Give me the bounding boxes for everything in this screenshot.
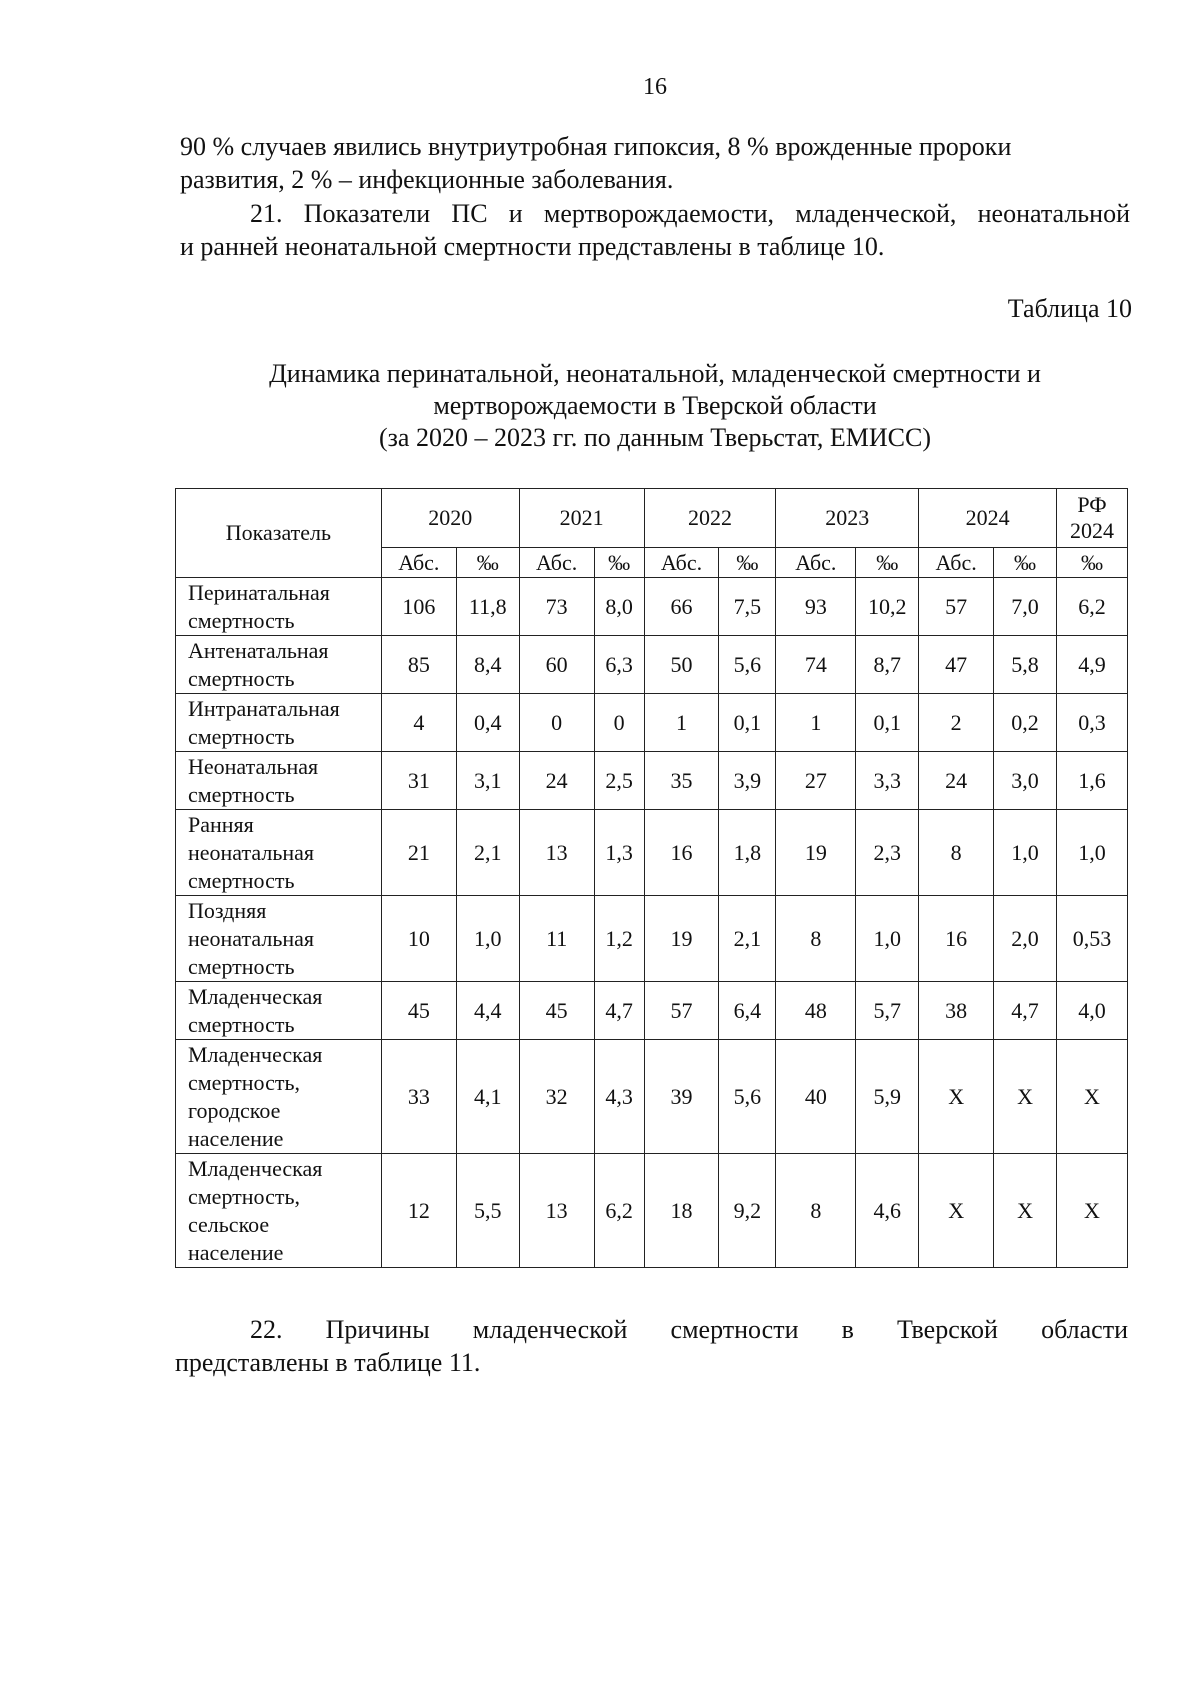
- table-cell: 3,9: [719, 752, 776, 810]
- table-caption-line-3: (за 2020 – 2023 гг. по данным Тверьстат, ЕМИСС): [378, 423, 932, 452]
- table-cell: 0,2: [994, 694, 1057, 752]
- table-cell: 60: [519, 636, 594, 694]
- row-indicator-label: [176, 694, 382, 752]
- table-cell: Х: [919, 1154, 994, 1268]
- table-cell: 50: [644, 636, 719, 694]
- header-year-2020: 2020: [381, 489, 519, 548]
- row-indicator-label: [176, 982, 382, 1040]
- table-cell: 0: [594, 694, 644, 752]
- indicator-label-line: смертность: [188, 867, 295, 893]
- table-cell: 5,6: [719, 1040, 776, 1154]
- table-cell: 27: [776, 752, 856, 810]
- indicator-label-line: смертность: [188, 607, 295, 633]
- table-row: [176, 1040, 1128, 1154]
- table-row: [176, 636, 1128, 694]
- table-cell: 8: [919, 810, 994, 896]
- table-cell: 6,2: [594, 1154, 644, 1268]
- table-cell: 45: [381, 982, 456, 1040]
- table-cell: 19: [644, 896, 719, 982]
- table-cell: 11: [519, 896, 594, 982]
- table-cell: 93: [776, 578, 856, 636]
- table-cell: 4,9: [1057, 636, 1128, 694]
- header-rf-year: 2024: [1070, 518, 1114, 543]
- indicator-label-line: смертность,: [188, 1069, 301, 1095]
- table-cell: Х: [1057, 1040, 1128, 1154]
- table-cell: 74: [776, 636, 856, 694]
- table-row: [176, 578, 1128, 636]
- subheader-abs: Абс.: [919, 548, 994, 578]
- table-cell: 7,0: [994, 578, 1057, 636]
- indicator-label-line: смертность: [188, 781, 295, 807]
- table-cell: 38: [919, 982, 994, 1040]
- table-cell: 8,7: [856, 636, 919, 694]
- row-indicator-label: [176, 752, 382, 810]
- table-cell: 40: [776, 1040, 856, 1154]
- table-label: Таблица 10: [1007, 294, 1132, 323]
- intro-line-2: развития, 2 % – инфекционные заболевания.: [180, 165, 674, 194]
- indicator-label-line: Антенатальная: [188, 637, 329, 663]
- table-cell: 1,2: [594, 896, 644, 982]
- row-indicator-label: [176, 1154, 382, 1268]
- subheader-abs: Абс.: [776, 548, 856, 578]
- table-cell: 4,7: [594, 982, 644, 1040]
- subheader-permille: ‰: [719, 548, 776, 578]
- indicator-label-line: Неонатальная: [188, 753, 319, 779]
- intro-paragraph: [180, 130, 1130, 196]
- indicator-label-line: Младенческая: [188, 983, 323, 1009]
- table-cell: 85: [381, 636, 456, 694]
- table-cell: 32: [519, 1040, 594, 1154]
- table-cell: 2,0: [994, 896, 1057, 982]
- table-cell: 8,0: [594, 578, 644, 636]
- header-rf-2024: [1057, 489, 1128, 548]
- indicator-label-line: смертность: [188, 723, 295, 749]
- table-row: [176, 810, 1128, 896]
- table-cell: 2,1: [456, 810, 519, 896]
- table-cell: 1,8: [719, 810, 776, 896]
- table-cell: 57: [919, 578, 994, 636]
- indicator-label-line: население: [188, 1239, 284, 1265]
- table-cell: 73: [519, 578, 594, 636]
- table-cell: 24: [919, 752, 994, 810]
- table-cell: 16: [919, 896, 994, 982]
- table-cell: 0,53: [1057, 896, 1128, 982]
- subheader-permille: ‰: [994, 548, 1057, 578]
- header-indicator: Показатель: [176, 489, 382, 578]
- indicator-label-line: Поздняя: [188, 897, 267, 923]
- item-21-paragraph: [180, 197, 1130, 263]
- row-indicator-label: [176, 636, 382, 694]
- indicator-label-line: Интранатальная: [188, 695, 340, 721]
- mortality-table: [175, 488, 1128, 1268]
- table-cell: 31: [381, 752, 456, 810]
- table-cell: 4: [381, 694, 456, 752]
- header-year-2022: 2022: [644, 489, 776, 548]
- row-indicator-label: [176, 896, 382, 982]
- table-caption-line-1: Динамика перинатальной, неонатальной, младенческой смертности и: [269, 359, 1041, 388]
- subheader-abs: Абс.: [644, 548, 719, 578]
- table-cell: 35: [644, 752, 719, 810]
- table-cell: 33: [381, 1040, 456, 1154]
- table-cell: 0,1: [719, 694, 776, 752]
- table-cell: 1,6: [1057, 752, 1128, 810]
- table-cell: 1: [644, 694, 719, 752]
- row-indicator-label: [176, 810, 382, 896]
- table-cell: 57: [644, 982, 719, 1040]
- page-number: 16: [643, 74, 667, 100]
- table-cell: 4,4: [456, 982, 519, 1040]
- table-cell: 47: [919, 636, 994, 694]
- table-cell: 19: [776, 810, 856, 896]
- table-cell: Х: [1057, 1154, 1128, 1268]
- table-cell: 5,9: [856, 1040, 919, 1154]
- indicator-label-line: городское: [188, 1097, 281, 1123]
- table-cell: 10: [381, 896, 456, 982]
- table-cell: 4,0: [1057, 982, 1128, 1040]
- table-cell: 1,3: [594, 810, 644, 896]
- table-cell: Х: [994, 1154, 1057, 1268]
- table-cell: 3,0: [994, 752, 1057, 810]
- header-year-2023: 2023: [776, 489, 919, 548]
- indicator-label-line: население: [188, 1125, 284, 1151]
- indicator-label-line: Перинатальная: [188, 579, 330, 605]
- header-year-2021: 2021: [519, 489, 644, 548]
- table-row: [176, 896, 1128, 982]
- indicator-label-line: неонатальная: [188, 839, 315, 865]
- table-cell: 5,7: [856, 982, 919, 1040]
- table-cell: 7,5: [719, 578, 776, 636]
- table-cell: 4,3: [594, 1040, 644, 1154]
- table-cell: 1,0: [456, 896, 519, 982]
- table-row: [176, 1154, 1128, 1268]
- table-cell: 13: [519, 810, 594, 896]
- table-cell: 3,1: [456, 752, 519, 810]
- table-cell: 10,2: [856, 578, 919, 636]
- table-cell: 39: [644, 1040, 719, 1154]
- table-cell: 1,0: [994, 810, 1057, 896]
- item-22-paragraph: [175, 1313, 1128, 1379]
- table-cell: 0: [519, 694, 594, 752]
- indicator-label-line: Ранняя: [188, 811, 254, 837]
- table-cell: 21: [381, 810, 456, 896]
- table-body: [176, 578, 1128, 1268]
- intro-line-1: 90 % случаев явились внутриутробная гипоксия, 8 % врожденные пророки: [180, 132, 1012, 161]
- table-cell: 6,3: [594, 636, 644, 694]
- indicator-label-line: неонатальная: [188, 925, 315, 951]
- table-cell: 16: [644, 810, 719, 896]
- table-cell: 2,3: [856, 810, 919, 896]
- table-cell: 8,4: [456, 636, 519, 694]
- table-cell: 2,5: [594, 752, 644, 810]
- table-cell: 6,2: [1057, 578, 1128, 636]
- table-cell: 45: [519, 982, 594, 1040]
- table-cell: 3,3: [856, 752, 919, 810]
- table-cell: Х: [919, 1040, 994, 1154]
- indicator-label-line: сельское: [188, 1211, 270, 1237]
- table-cell: 18: [644, 1154, 719, 1268]
- table-cell: 5,6: [719, 636, 776, 694]
- indicator-label-line: Младенческая: [188, 1041, 323, 1067]
- table-row: [176, 694, 1128, 752]
- table-cell: 0,4: [456, 694, 519, 752]
- table-cell: 0,3: [1057, 694, 1128, 752]
- indicator-label-line: Младенческая: [188, 1155, 323, 1181]
- table-cell: 4,7: [994, 982, 1057, 1040]
- table-cell: 1,0: [1057, 810, 1128, 896]
- table-cell: 8: [776, 1154, 856, 1268]
- subheader-permille: ‰: [856, 548, 919, 578]
- row-indicator-label: [176, 578, 382, 636]
- item-21-line-1: 21. Показатели ПС и мертворождаемости, младенческой, неонатальной: [250, 199, 1130, 228]
- table-cell: 0,1: [856, 694, 919, 752]
- table-cell: 66: [644, 578, 719, 636]
- table-cell: 2,1: [719, 896, 776, 982]
- table-cell: Х: [994, 1040, 1057, 1154]
- table-cell: 9,2: [719, 1154, 776, 1268]
- subheader-permille: ‰: [1057, 548, 1128, 578]
- table-cell: 11,8: [456, 578, 519, 636]
- table-cell: 5,8: [994, 636, 1057, 694]
- table-cell: 13: [519, 1154, 594, 1268]
- table-cell: 1,0: [856, 896, 919, 982]
- table-cell: 2: [919, 694, 994, 752]
- table-cell: 12: [381, 1154, 456, 1268]
- table-caption-line-2: мертворождаемости в Тверской области: [433, 391, 877, 420]
- header-year-2024: 2024: [919, 489, 1057, 548]
- row-indicator-label: [176, 1040, 382, 1154]
- table-row: [176, 752, 1128, 810]
- table-cell: 8: [776, 896, 856, 982]
- indicator-label-line: смертность: [188, 665, 295, 691]
- indicator-label-line: смертность,: [188, 1183, 301, 1209]
- table-cell: 1: [776, 694, 856, 752]
- table-caption: [180, 358, 1130, 454]
- table-cell: 4,1: [456, 1040, 519, 1154]
- table-cell: 5,5: [456, 1154, 519, 1268]
- item-22-line-2: представлены в таблице 11.: [175, 1348, 481, 1377]
- item-21-line-2: и ранней неонатальной смертности представлены в таблице 10.: [180, 232, 885, 261]
- subheader-abs: Абс.: [381, 548, 456, 578]
- table-cell: 24: [519, 752, 594, 810]
- table-cell: 48: [776, 982, 856, 1040]
- subheader-permille: ‰: [594, 548, 644, 578]
- table-cell: 4,6: [856, 1154, 919, 1268]
- header-rf-label: РФ: [1077, 492, 1107, 517]
- subheader-abs: Абс.: [519, 548, 594, 578]
- table-row: [176, 982, 1128, 1040]
- item-22-line-1: 22. Причины младенческой смертности в Тверской области: [250, 1315, 1128, 1344]
- table-cell: 106: [381, 578, 456, 636]
- indicator-label-line: смертность: [188, 953, 295, 979]
- subheader-permille: ‰: [456, 548, 519, 578]
- table-cell: 6,4: [719, 982, 776, 1040]
- indicator-label-line: смертность: [188, 1011, 295, 1037]
